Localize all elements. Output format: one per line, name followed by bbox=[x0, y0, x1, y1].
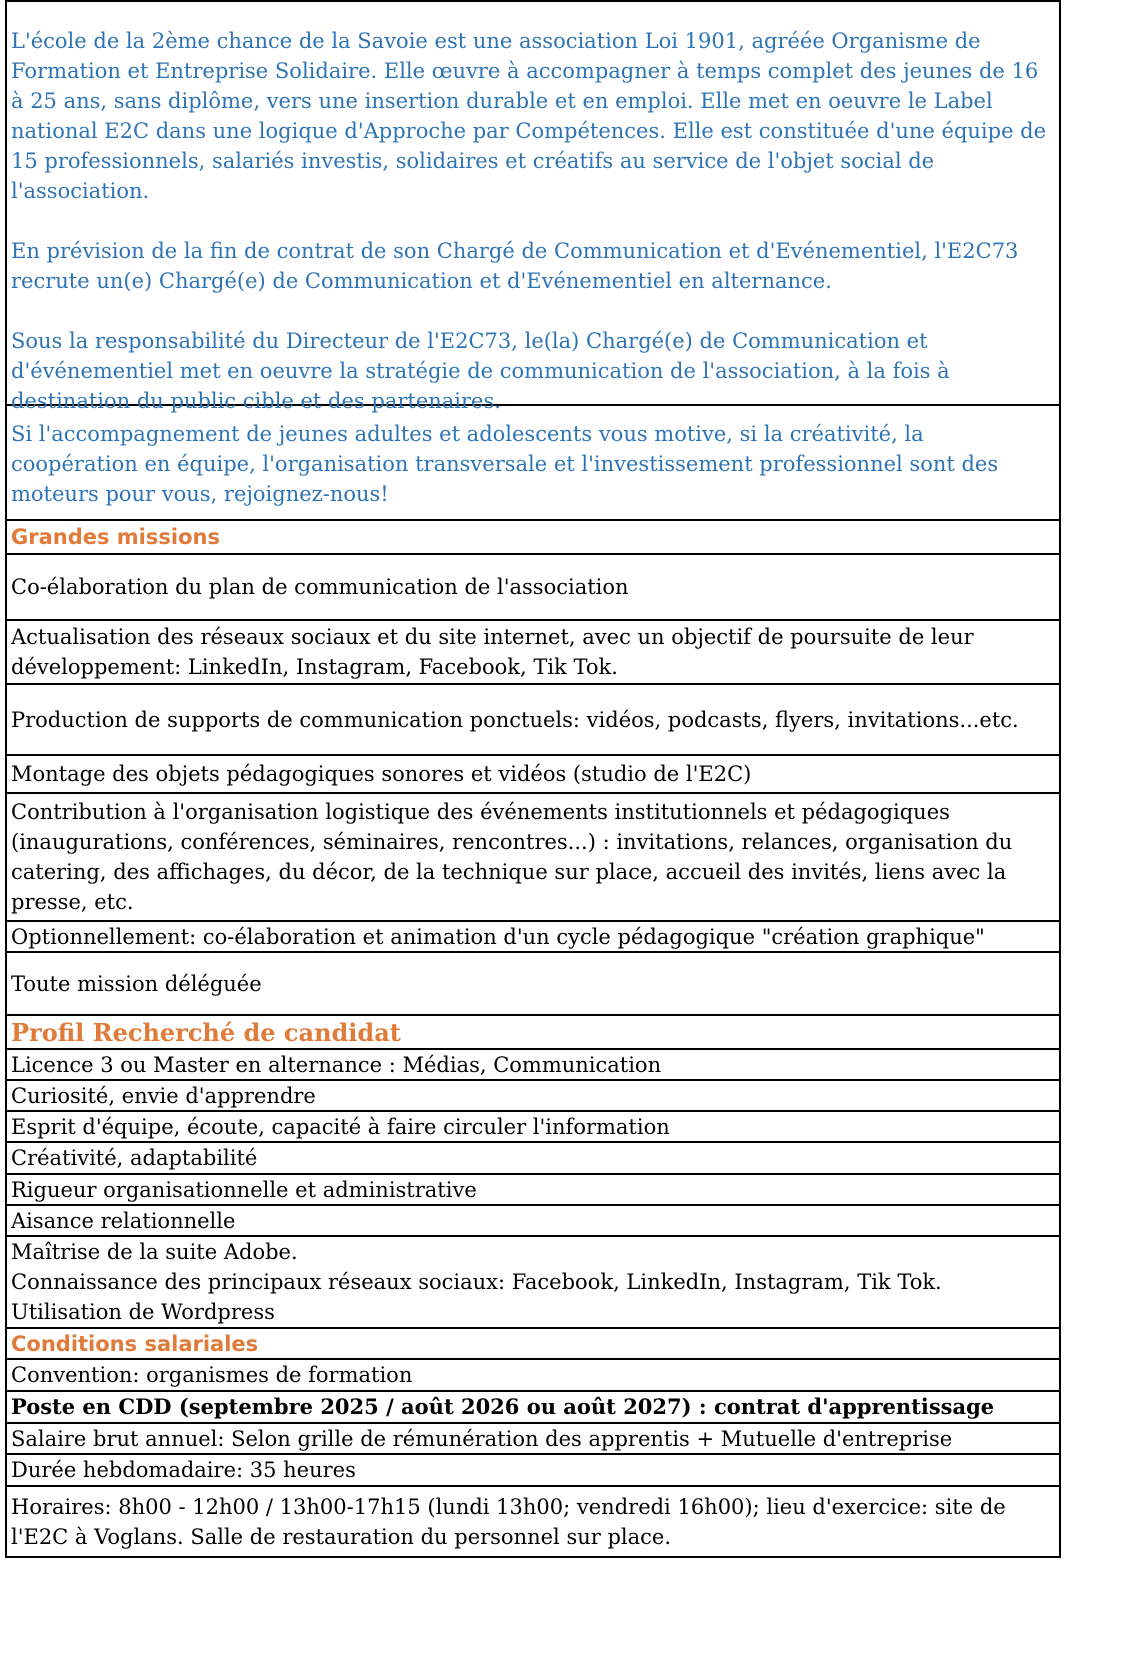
mission-item: Actualisation des réseaux sociaux et du site internet, avec un objectif de poursuite de leur développement: LinkedIn, Instagram, Facebook, Tik Tok. bbox=[7, 621, 1059, 685]
intro-paragraph-1: L'école de la 2ème chance de la Savoie est une association Loi 1901, agréée Organisme de Formation et Entreprise Solidaire. Elle œuvre à accompagner à temps complet des jeunes de 16 à 25 ans, sans diplôme, vers une insertion durable et en emploi. Elle met en oeuvre le Label national E2C dans une logique d'Approche par Compétences. Elle est constituée d'une équipe de 15 professionnels, salariés investis, solidaires et créatifs au service de l'objet social de l'association. bbox=[11, 29, 1047, 203]
mission-item: Montage des objets pédagogiques sonores et vidéos (studio de l'E2C) bbox=[7, 756, 1059, 794]
missions-heading: Grandes missions bbox=[7, 521, 1059, 555]
profil-item: Licence 3 ou Master en alternance : Médias, Communication bbox=[7, 1050, 1059, 1081]
profil-item: Aisance relationnelle bbox=[7, 1206, 1059, 1237]
profil-heading: Profil Recherché de candidat bbox=[7, 1016, 1059, 1050]
skill-line: Utilisation de Wordpress bbox=[11, 1300, 275, 1324]
intro-paragraph-3: Sous la responsabilité du Directeur de l'E2C73, le(la) Chargé(e) de Communication et d'événementiel met en oeuvre la stratégie de communication de l'association, à la fois à destination du public cible et des partenaires. bbox=[11, 329, 950, 413]
mission-item: Contribution à l'organisation logistique des événements institutionnels et pédagogiques (inaugurations, conférences, séminaires, rencontres...) : invitations, relances, organisation du catering, des affichages, du décor, de la technique sur place, accueil des invités, liens avec la presse, etc. bbox=[7, 794, 1059, 922]
profil-item: Rigueur organisationnelle et administrative bbox=[7, 1175, 1059, 1206]
call-to-action-cell bbox=[7, 406, 1059, 521]
intro-paragraph-2: En prévision de la fin de contrat de son Chargé de Communication et d'Evénementiel, l'E2C73 recrute un(e) Chargé(e) de Communication et d'Evénementiel en alternance. bbox=[11, 239, 1019, 293]
profil-item: Curiosité, envie d'apprendre bbox=[7, 1081, 1059, 1112]
mission-item: Optionnellement: co-élaboration et animation d'un cycle pédagogique "création graphique" bbox=[7, 922, 1059, 953]
poste-row: Poste en CDD (septembre 2025 / août 2026 ou août 2027) : contrat d'apprentissage bbox=[7, 1392, 1059, 1424]
convention-row: Convention: organismes de formation bbox=[7, 1360, 1059, 1392]
job-offer-table bbox=[5, 0, 1061, 1558]
horaires-row: Horaires: 8h00 - 12h00 / 13h00-17h15 (lundi 13h00; vendredi 16h00); lieu d'exercice: site de l'E2C à Voglans. Salle de restauration du personnel sur place. bbox=[7, 1487, 1059, 1558]
skill-line: Connaissance des principaux réseaux sociaux: Facebook, LinkedIn, Instagram, Tik Tok. bbox=[11, 1270, 942, 1294]
mission-item: Co-élaboration du plan de communication de l'association bbox=[7, 555, 1059, 621]
intro-cell bbox=[7, 2, 1059, 413]
profil-item: Créativité, adaptabilité bbox=[7, 1143, 1059, 1175]
conditions-heading: Conditions salariales bbox=[7, 1329, 1059, 1360]
skill-line: Maîtrise de la suite Adobe. bbox=[11, 1240, 298, 1264]
salaire-row: Salaire brut annuel: Selon grille de rémunération des apprentis + Mutuelle d'entreprise bbox=[7, 1424, 1059, 1455]
mission-item: Toute mission déléguée bbox=[7, 953, 1059, 1016]
profil-skills bbox=[7, 1237, 1059, 1329]
intro-paragraph-4: Si l'accompagnement de jeunes adultes et adolescents vous motive, si la créativité, la coopération en équipe, l'organisation transversale et l'investissement professionnel sont des moteurs pour vous, rejoignez-nous! bbox=[11, 422, 999, 506]
profil-item: Esprit d'équipe, écoute, capacité à faire circuler l'information bbox=[7, 1112, 1059, 1143]
mission-item: Production de supports de communication ponctuels: vidéos, podcasts, flyers, invitations...etc. bbox=[7, 685, 1059, 756]
duree-row: Durée hebdomadaire: 35 heures bbox=[7, 1455, 1059, 1487]
